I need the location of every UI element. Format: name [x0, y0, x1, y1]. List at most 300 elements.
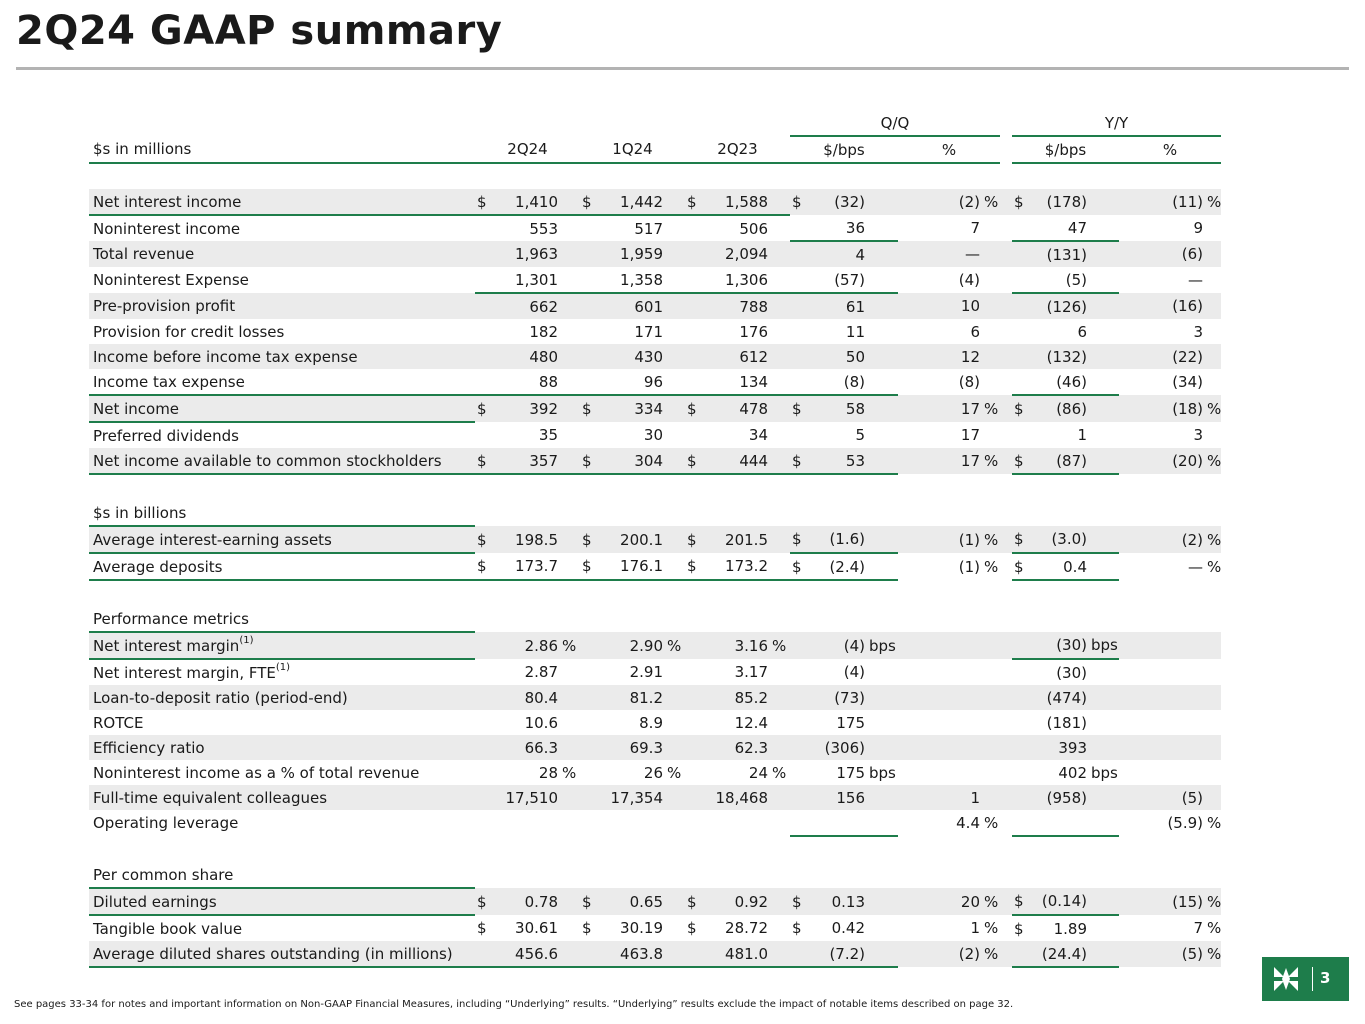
unit — [663, 267, 685, 293]
column-header-row — [89, 136, 1221, 163]
dollar-sign — [790, 241, 812, 267]
value-c3: 478 — [707, 395, 768, 422]
table-row — [89, 553, 1221, 580]
unit — [768, 241, 790, 267]
yy-percent: 9 — [1193, 219, 1203, 237]
empty-cell — [1119, 474, 1203, 500]
empty-cell — [865, 500, 898, 526]
value-c2: 30 — [643, 426, 663, 444]
empty-cell — [475, 500, 497, 526]
yy-amount: (30) — [1034, 632, 1087, 659]
empty-cell — [1034, 474, 1087, 500]
percent-sign: % — [984, 557, 999, 576]
empty-cell — [1000, 189, 1012, 215]
qq-percent — [898, 659, 980, 685]
yy-percent: — — [1188, 271, 1203, 289]
col-header-yy-amount: $/bps — [1012, 136, 1119, 163]
unit — [768, 422, 790, 448]
empty-cell — [1000, 888, 1012, 915]
dollar-sign — [580, 422, 602, 448]
value-c3: 28.72 — [725, 919, 768, 937]
unit — [663, 319, 685, 344]
yy-amount: (24.4) — [1034, 941, 1087, 967]
value-c3: 34 — [748, 426, 768, 444]
unit — [1087, 685, 1119, 710]
empty-cell — [865, 606, 898, 632]
percent-sign — [1203, 785, 1221, 810]
table-row — [89, 422, 1221, 448]
unit — [663, 710, 685, 735]
empty-cell — [580, 474, 602, 500]
empty-cell — [1000, 606, 1012, 632]
unit — [768, 369, 790, 395]
value-c3: 506 — [739, 219, 768, 238]
page-title: 2Q24 GAAP summary — [16, 8, 503, 54]
empty-cell — [1000, 319, 1012, 344]
empty-cell — [1000, 785, 1012, 810]
empty-cell — [1087, 862, 1119, 888]
dollar-sign — [790, 422, 812, 448]
percent-sign: % — [1203, 526, 1221, 553]
row-label — [89, 241, 475, 267]
percent-sign — [980, 344, 1000, 369]
dollar-sign — [790, 215, 812, 241]
table-row — [89, 710, 1221, 735]
dollar-sign — [580, 369, 602, 395]
unit — [768, 735, 790, 760]
row-label — [89, 422, 475, 448]
empty-cell — [768, 862, 790, 888]
empty-cell — [1203, 580, 1221, 606]
empty-cell — [898, 606, 980, 632]
value-c1: 30.61 — [515, 919, 558, 937]
unit — [768, 189, 790, 215]
unit — [558, 215, 580, 241]
col-header-yy-percent: % — [1119, 136, 1221, 163]
dollar-sign — [685, 785, 707, 810]
unit — [663, 448, 685, 474]
empty-cell — [475, 110, 497, 136]
dollar-sign: $ — [1012, 395, 1034, 422]
empty-cell — [1000, 395, 1012, 422]
value-c3: 3.16 — [707, 632, 768, 659]
value-c3: 1,306 — [707, 267, 768, 293]
value-c1: 198.5 — [497, 526, 558, 553]
empty-cell — [1000, 267, 1012, 293]
section-heading-billions: $s in billions — [89, 500, 475, 526]
empty-cell — [558, 862, 580, 888]
unit — [865, 553, 898, 580]
empty-cell — [1012, 606, 1034, 632]
qq-percent: 17 — [898, 395, 980, 422]
row-label — [89, 189, 475, 215]
empty-cell — [89, 110, 475, 136]
unit — [768, 267, 790, 293]
value-c3: 0.92 — [707, 888, 768, 915]
empty-cell — [707, 474, 768, 500]
yy-amount: 1 — [1077, 426, 1087, 444]
value-c3: 612 — [707, 344, 768, 369]
qq-amount: 0.13 — [812, 888, 865, 915]
empty-cell — [898, 580, 980, 606]
empty-cell — [1000, 632, 1012, 659]
empty-cell — [812, 606, 865, 632]
footnote: See pages 33-34 for notes and important information on Non-GAAP Financial Measures, including “Underlying” results. “Underlying” results exclude the impact of notable items described on page 32. — [14, 999, 1014, 1010]
dollar-sign — [790, 659, 812, 685]
empty-cell — [1000, 735, 1012, 760]
qq-amount: 53 — [812, 448, 865, 474]
percent-sign — [1203, 215, 1221, 241]
empty-cell — [497, 474, 558, 500]
empty-cell — [790, 580, 812, 606]
unit: % — [667, 763, 682, 782]
qq-amount: 156 — [812, 785, 865, 810]
value-c3: 3.17 — [734, 663, 768, 681]
percent-sign — [980, 422, 1000, 448]
table-row — [89, 267, 1221, 293]
empty-cell — [602, 580, 663, 606]
footnote-marker: (1) — [239, 634, 254, 646]
table-row — [89, 241, 1221, 267]
empty-cell — [558, 474, 580, 500]
empty-cell — [497, 500, 558, 526]
value-c3: 134 — [707, 369, 768, 395]
unit — [1087, 422, 1119, 448]
percent-sign — [1203, 344, 1221, 369]
row-label-text: Noninterest Expense — [93, 271, 249, 289]
dollar-sign — [475, 810, 497, 836]
row-label-text: Income tax expense — [93, 372, 245, 391]
empty-cell — [1087, 606, 1119, 632]
value-c2: 601 — [602, 293, 663, 319]
spacer-row — [89, 580, 1221, 606]
dollar-sign: $ — [1012, 448, 1034, 474]
yy-percent: (20) — [1119, 448, 1203, 474]
dollar-sign: $ — [580, 189, 602, 215]
unit — [1087, 215, 1119, 241]
empty-cell — [1000, 526, 1012, 553]
qq-amount: (4) — [812, 632, 865, 659]
value-c1: 28 — [538, 763, 558, 782]
unit — [865, 685, 898, 710]
unit — [663, 685, 685, 710]
empty-cell — [1000, 710, 1012, 735]
qq-amount: 11 — [845, 322, 865, 341]
qq-percent: 6 — [970, 322, 980, 341]
table-row — [89, 735, 1221, 760]
unit — [663, 189, 685, 215]
section-heading-row — [89, 606, 1221, 632]
unit — [865, 526, 898, 553]
value-c2: 430 — [602, 344, 663, 369]
dollar-sign — [790, 319, 812, 344]
percent-sign: % — [984, 814, 999, 832]
percent-sign — [1203, 659, 1221, 685]
table-row — [89, 319, 1221, 344]
percent-sign: % — [1203, 189, 1221, 215]
dollar-sign — [685, 241, 707, 267]
percent-sign — [1203, 710, 1221, 735]
percent-sign — [980, 369, 1000, 395]
unit — [768, 659, 790, 685]
qq-amount: (57) — [812, 267, 865, 293]
empty-cell — [580, 580, 602, 606]
qq-percent: 12 — [898, 344, 980, 369]
unit: bps — [869, 763, 896, 782]
dollar-sign — [1012, 941, 1034, 967]
empty-cell — [602, 500, 663, 526]
row-label-text: Loan-to-deposit ratio (period-end) — [93, 688, 348, 707]
row-label-text: ROTCE — [93, 713, 144, 732]
unit — [1087, 915, 1119, 941]
empty-cell — [663, 606, 685, 632]
qq-amount: 50 — [812, 344, 865, 369]
table-row — [89, 448, 1221, 474]
empty-cell — [580, 110, 602, 136]
unit — [663, 659, 685, 685]
qq-percent — [898, 760, 980, 785]
yy-amount: 393 — [1034, 735, 1087, 760]
value-c2: 0.65 — [602, 888, 663, 915]
value-c1: 66.3 — [497, 735, 558, 760]
empty-cell — [663, 500, 685, 526]
dollar-sign: $ — [790, 526, 812, 553]
dollar-sign — [685, 369, 707, 395]
unit — [768, 888, 790, 915]
yy-percent: 3 — [1193, 322, 1203, 341]
dollar-sign — [580, 659, 602, 685]
value-c1: 553 — [529, 219, 558, 238]
empty-cell — [790, 862, 812, 888]
value-c1: 1,410 — [497, 189, 558, 215]
dollar-sign: $ — [685, 526, 707, 553]
empty-cell — [898, 500, 980, 526]
yy-percent — [1119, 735, 1203, 760]
unit — [865, 735, 898, 760]
qq-amount: (8) — [812, 369, 865, 395]
percent-sign — [1203, 319, 1221, 344]
row-label — [89, 632, 475, 659]
dollar-sign — [790, 344, 812, 369]
yy-amount: (132) — [1034, 344, 1087, 369]
table-row — [89, 215, 1221, 241]
dollar-sign — [1012, 735, 1034, 760]
row-label-text: Average diluted shares outstanding (in millions) — [93, 944, 453, 963]
value-c2: 171 — [634, 322, 663, 341]
dollar-sign — [1012, 710, 1034, 735]
dollar-sign — [685, 267, 707, 293]
empty-cell — [812, 580, 865, 606]
dollar-sign — [685, 941, 707, 967]
empty-cell — [1000, 241, 1012, 267]
table-row — [89, 395, 1221, 422]
empty-cell — [685, 862, 707, 888]
row-label-text: Preferred dividends — [93, 426, 239, 445]
unit — [768, 553, 790, 580]
unit — [663, 915, 685, 941]
empty-cell — [685, 110, 707, 136]
row-label-text: Net income available to common stockholders — [93, 451, 442, 470]
unit — [1087, 526, 1119, 553]
unit — [865, 293, 898, 319]
yy-amount: (86) — [1034, 395, 1087, 422]
unit — [768, 319, 790, 344]
unit — [663, 735, 685, 760]
yy-amount: (5) — [1034, 267, 1087, 293]
dollar-sign — [685, 293, 707, 319]
empty-cell — [812, 163, 865, 189]
empty-cell — [1000, 215, 1012, 241]
unit — [558, 685, 580, 710]
dollar-sign — [580, 241, 602, 267]
unit — [768, 941, 790, 967]
row-label — [89, 785, 475, 810]
empty-cell — [663, 110, 685, 136]
empty-cell — [475, 606, 497, 632]
value-c3: 481.0 — [707, 941, 768, 967]
percent-sign: % — [980, 941, 1000, 967]
col-header-qq-amount: $/bps — [790, 136, 898, 163]
section-heading-performance: Performance metrics — [89, 606, 475, 632]
unit — [865, 448, 898, 474]
table-row — [89, 685, 1221, 710]
empty-cell — [812, 500, 865, 526]
unit — [558, 941, 580, 967]
empty-cell — [1000, 448, 1012, 474]
yy-amount: (131) — [1034, 241, 1087, 267]
value-c2: 517 — [634, 219, 663, 238]
col-header-qq-percent: % — [898, 136, 1000, 163]
unit — [865, 422, 898, 448]
empty-cell — [1000, 915, 1012, 941]
yy-percent: (34) — [1172, 373, 1203, 391]
value-c1: 80.4 — [497, 685, 558, 710]
dollar-sign — [685, 319, 707, 344]
unit — [558, 659, 580, 685]
unit — [768, 344, 790, 369]
dollar-sign — [580, 760, 602, 785]
value-c3: 24 — [748, 763, 768, 782]
dollar-sign — [685, 735, 707, 760]
empty-cell — [558, 606, 580, 632]
unit: % — [558, 632, 580, 659]
dollar-sign — [685, 760, 707, 785]
value-c3: 18,468 — [707, 785, 768, 810]
percent-sign — [980, 319, 1000, 344]
qq-percent: 17 — [960, 426, 980, 444]
empty-cell — [475, 474, 497, 500]
unit — [558, 369, 580, 395]
dollar-sign — [790, 293, 812, 319]
percent-sign: % — [980, 526, 1000, 553]
dollar-sign — [685, 685, 707, 710]
unit — [558, 344, 580, 369]
row-label — [89, 215, 475, 241]
empty-cell — [707, 163, 768, 189]
title-divider — [16, 67, 1349, 70]
value-c2: 1,959 — [602, 241, 663, 267]
percent-sign — [980, 267, 1000, 293]
empty-cell — [1000, 474, 1012, 500]
empty-cell — [497, 163, 558, 189]
value-c1: 10.6 — [524, 713, 558, 732]
unit — [865, 395, 898, 422]
col-header-2q23: 2Q23 — [685, 136, 790, 163]
percent-sign — [980, 685, 1000, 710]
yy-percent — [1119, 760, 1203, 785]
empty-cell — [1000, 580, 1012, 606]
value-c1 — [497, 810, 558, 836]
empty-cell — [812, 836, 865, 862]
dollar-sign: $ — [582, 919, 592, 937]
empty-cell — [475, 836, 497, 862]
empty-cell — [602, 110, 663, 136]
unit — [1087, 941, 1119, 967]
empty-cell — [497, 110, 558, 136]
unit — [1087, 735, 1119, 760]
dollar-sign — [475, 735, 497, 760]
value-c2: 69.3 — [602, 735, 663, 760]
page-number: 3 — [1320, 969, 1331, 987]
dollar-sign — [1012, 785, 1034, 810]
qq-amount: 5 — [855, 426, 865, 444]
empty-cell — [580, 500, 602, 526]
empty-cell — [1034, 606, 1087, 632]
unit: % — [768, 632, 790, 659]
empty-cell — [1000, 862, 1012, 888]
unit — [1087, 293, 1119, 319]
unit — [865, 888, 898, 915]
dollar-sign: $ — [475, 888, 497, 915]
empty-cell — [865, 580, 898, 606]
empty-cell — [1203, 500, 1221, 526]
empty-cell — [980, 606, 1000, 632]
empty-cell — [89, 474, 475, 500]
unit — [558, 785, 580, 810]
empty-cell — [1012, 500, 1034, 526]
dollar-sign: $ — [685, 395, 707, 422]
empty-cell — [1119, 606, 1203, 632]
yy-amount: 1.89 — [1053, 919, 1087, 938]
dollar-sign: $ — [580, 526, 602, 553]
unit — [865, 267, 898, 293]
dollar-sign: $ — [475, 448, 497, 474]
gaap-summary-table — [89, 110, 1221, 968]
empty-cell — [558, 500, 580, 526]
qq-amount: (306) — [812, 735, 865, 760]
empty-cell — [475, 862, 497, 888]
table-row — [89, 293, 1221, 319]
empty-cell — [475, 163, 497, 189]
row-label-text: Net interest margin — [93, 636, 240, 655]
unit — [768, 215, 790, 241]
percent-sign: % — [980, 448, 1000, 474]
col-header-1q24: 1Q24 — [580, 136, 685, 163]
empty-cell — [1203, 836, 1221, 862]
percent-sign: % — [980, 395, 1000, 422]
qq-amount: (4) — [843, 663, 865, 681]
unit — [865, 189, 898, 215]
empty-cell — [580, 163, 602, 189]
row-label-text: Net income — [93, 399, 180, 418]
empty-cell — [768, 474, 790, 500]
empty-cell — [898, 836, 980, 862]
brand-logo-box — [1262, 957, 1349, 1001]
value-c2: 176.1 — [602, 553, 663, 580]
yy-percent: (18) — [1119, 395, 1203, 422]
yy-amount: 402 — [1058, 763, 1087, 782]
empty-cell — [768, 500, 790, 526]
